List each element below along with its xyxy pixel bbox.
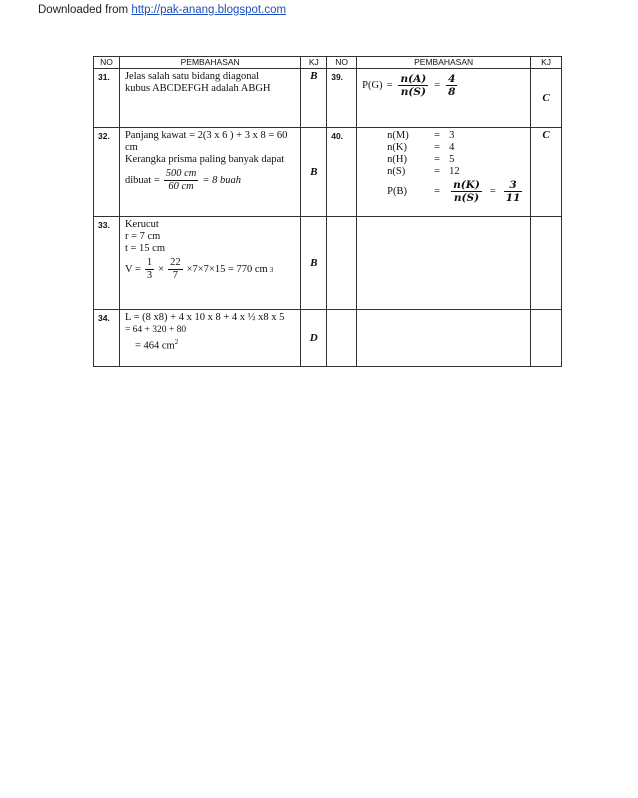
equals-sign: = (434, 142, 441, 153)
solution-cell (119, 128, 300, 217)
question-number: 32. (94, 128, 120, 217)
numerator: n(K) (453, 179, 480, 191)
solution-line (125, 336, 295, 353)
count-value: 4 (449, 142, 455, 153)
count-label: n(M) (387, 130, 409, 141)
exponent: 3 (269, 265, 274, 274)
fraction-result: = 8 buah (202, 174, 241, 186)
fraction (164, 168, 199, 193)
count-label: n(K) (387, 142, 407, 153)
download-source-line (38, 4, 286, 16)
answer-key: C (531, 69, 562, 128)
fraction (451, 179, 482, 204)
dibuat-label: dibuat = (124, 174, 160, 186)
result-fraction (504, 179, 523, 204)
table-row (94, 217, 562, 310)
question-number: 40. (327, 128, 357, 217)
answer-key: B (301, 69, 327, 128)
numerator: 500 cm (165, 168, 197, 179)
equals-sign: = (434, 154, 441, 165)
solution-line: r = 7 cm (124, 231, 161, 242)
equals-sign: = (434, 166, 441, 177)
empty-cell (531, 310, 562, 367)
count-row (387, 166, 525, 178)
answer-key: D (301, 310, 327, 367)
col-pembahasan-2: PEMBAHASAN (357, 57, 531, 69)
empty-cell (357, 310, 531, 367)
empty-cell (531, 217, 562, 310)
empty-cell (357, 217, 531, 310)
question-number: 34. (94, 310, 120, 367)
source-link[interactable]: http://pak-anang.blogspot.com (131, 4, 287, 16)
question-number: 33. (94, 217, 120, 310)
answer-key: B (301, 217, 327, 310)
count-value: 5 (449, 154, 455, 165)
count-value: 3 (449, 130, 455, 141)
solution-cell (119, 69, 300, 128)
volume-rest: ×7×7×15 = 770 cm (186, 263, 268, 275)
times-sign: × (158, 263, 165, 275)
fraction (168, 257, 183, 282)
empty-cell (327, 310, 357, 367)
equals-sign: = (489, 185, 496, 197)
solution-line: Kerangka prisma paling banyak dapat (124, 154, 285, 165)
solution-line-text: = 464 cm (134, 340, 175, 352)
numerator: 4 (448, 73, 456, 85)
solution-cell (119, 217, 300, 310)
denominator: 11 (505, 192, 521, 204)
question-number: 31. (94, 69, 120, 128)
solution-cell (357, 69, 531, 128)
count-value: 12 (449, 166, 460, 177)
empty-cell (327, 217, 357, 310)
col-no-2: NO (327, 57, 357, 69)
answer-key: B (301, 128, 327, 217)
solution-line: L = (8 x8) + 4 x 10 x 8 + 4 x ½ x8 x 5 (124, 312, 285, 323)
numerator: 22 (170, 257, 181, 268)
count-label: n(S) (387, 166, 406, 177)
header-row (94, 57, 562, 69)
equals-sign: = (434, 79, 441, 91)
volume-formula (125, 257, 295, 282)
solution-line: = 64 + 320 + 80 (124, 325, 187, 335)
denominator: 7 (172, 270, 178, 281)
denominator: 8 (448, 86, 456, 98)
answer-table (93, 56, 562, 367)
table-row (94, 128, 562, 217)
exponent: 2 (174, 338, 179, 346)
solution-line: t = 15 cm (124, 243, 165, 254)
solution-cell (357, 128, 531, 217)
count-row (387, 154, 525, 166)
col-no: NO (94, 57, 120, 69)
denominator: 60 cm (168, 181, 194, 192)
fraction (398, 73, 428, 98)
equals-sign: = (434, 185, 441, 197)
result-fraction (446, 73, 457, 98)
numerator: n(A) (400, 73, 427, 85)
solution-line: Jelas salah satu bidang diagonal (124, 71, 260, 82)
solution-line: kubus ABCDEFGH adalah ABGH (124, 83, 271, 94)
col-kj: KJ (301, 57, 327, 69)
col-pembahasan: PEMBAHASAN (119, 57, 300, 69)
solution-line: Kerucut (124, 219, 159, 230)
answer-key: C (531, 128, 562, 217)
equals-sign: = (386, 79, 393, 91)
denominator: n(S) (453, 192, 480, 204)
numerator: 1 (146, 257, 153, 268)
table-row (94, 310, 562, 367)
prob-label: P(G) (362, 79, 383, 91)
count-label: n(H) (387, 154, 407, 165)
volume-label: V = (124, 263, 141, 275)
denominator: n(S) (400, 86, 426, 98)
question-number: 39. (327, 69, 357, 128)
denominator: 3 (146, 270, 153, 281)
solution-line: Panjang kawat = 2(3 x 6 ) + 3 x 8 = 60 cm (124, 130, 288, 153)
solution-cell (119, 310, 300, 367)
equals-sign: = (434, 130, 441, 141)
table-row (94, 69, 562, 128)
download-prefix: Downloaded from (38, 4, 132, 16)
count-row (387, 142, 525, 154)
fraction (145, 257, 154, 282)
probability-row (387, 179, 525, 204)
prob-label: P(B) (387, 185, 407, 197)
numerator: 3 (504, 179, 523, 192)
col-kj-2: KJ (531, 57, 562, 69)
count-row (387, 130, 525, 142)
